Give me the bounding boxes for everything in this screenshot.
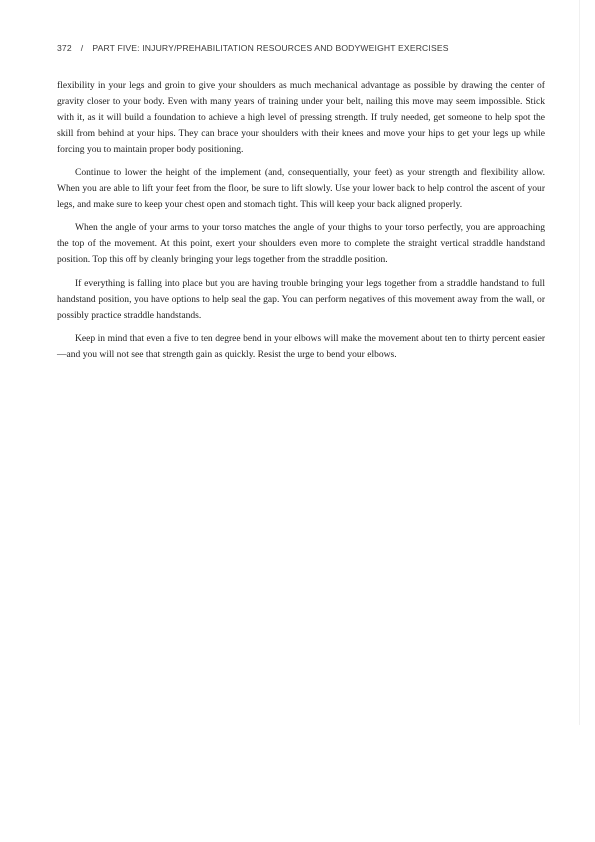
paragraph: Keep in mind that even a five to ten degree bend in your elbows will make the movement about ten to thirty percent easier—and you will not see that strength gain as quickly. Resist the urge to bend your elbows. [57,333,545,360]
page-edge [579,0,580,725]
paragraph: Continue to lower the height of the implement (and, consequentially, your feet) as your strength and flexibility allow. When you are able to lift your feet from the floor, be sure to lift slowly. Use your lower back to help control the ascent of your legs, and make sure to keep your chest open and stomach tight. This will keep your back aligned properly. [57,167,545,210]
body-text [57,78,545,370]
header-separator: / [80,43,84,53]
running-head [57,43,449,53]
section-title: PART FIVE: INJURY/PREHABILITATION RESOURCES AND BODYWEIGHT EXERCISES [92,43,449,53]
page-number: 372 [57,43,72,53]
paragraph: When the angle of your arms to your torso matches the angle of your thighs to your torso perfectly, you are approaching the top of the movement. At this point, exert your shoulders even more to complete the straight vertical straddle handstand position. Top this off by cleanly bringing your legs together from the straddle position. [57,222,545,266]
paragraph: If everything is falling into place but you are having trouble bringing your legs together from a straddle handstand to full handstand position, you have options to help seal the gap. You can perform negatives of this movement away from the wall, or possibly practice straddle handstands. [57,277,545,321]
paragraph-continued: flexibility in your legs and groin to give your shoulders as much mechanical advantage as possible by drawing the center of gravity closer to your body. Even with many years of training under your belt, nailing this move may seem impossible. Stick with it, as it will build a foundation to achieve a high level of pressing strength. If truly needed, get someone to help spot the skill from behind at your hips. They can brace your shoulders with their knees and move your hips to get your legs up while forcing you to maintain proper body positioning. [57,80,545,155]
